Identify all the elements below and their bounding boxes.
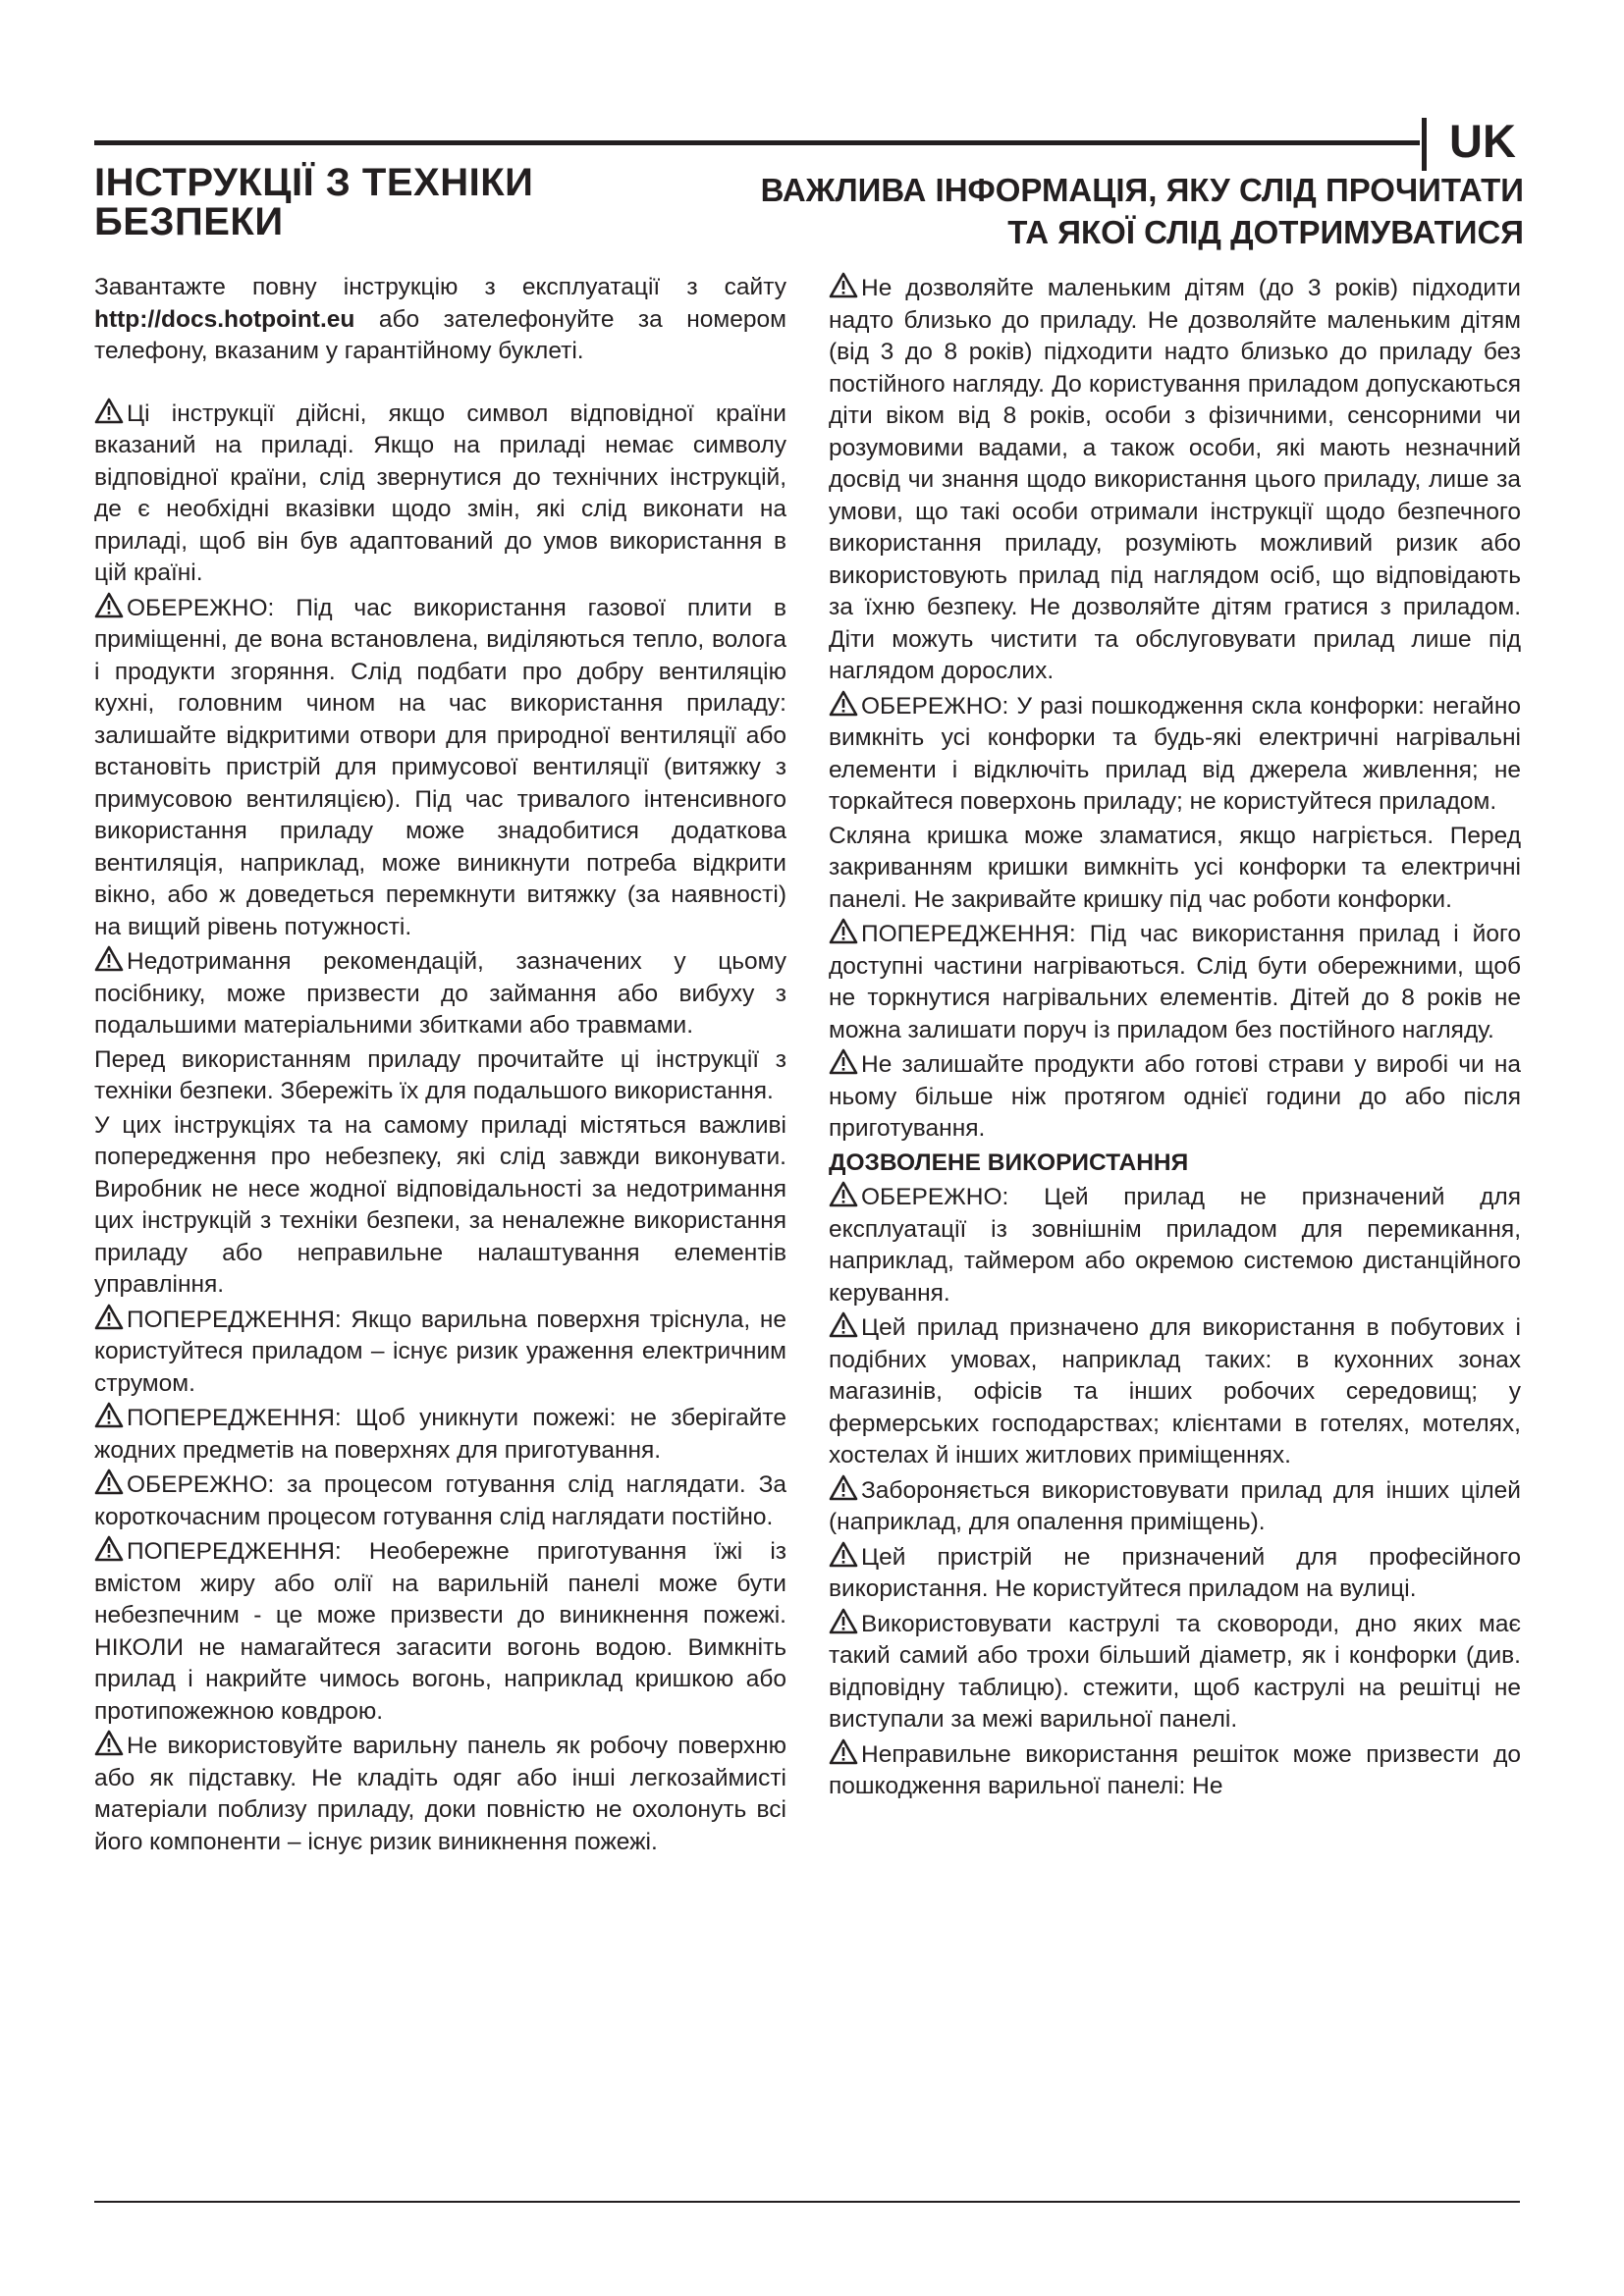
safety-paragraph: ПОПЕРЕДЖЕННЯ: Під час використання прилад і його доступні частини нагріваються. Слід бути обережними, щоб не торкнутися нагрівальних елементів. Дітей до 8 років не можна залишати поруч із приладом без постійного нагляду.	[829, 918, 1521, 1046]
safety-paragraph: ПОПЕРЕДЖЕННЯ: Необережне приготування їжі із вмістом жиру або олії на варильній панелі може бути небезпечним - це може призвести до виникнення пожежі. НІКОЛИ не намагайтеся загасити вогонь водою. Вимкніть прилад і накрийте чимось вогонь, наприклад кришкою або протипожежною ковдрою.	[94, 1535, 786, 1728]
warning-icon	[94, 1468, 124, 1495]
safety-paragraph: Недотримання рекомендацій, зазначених у цьому посібнику, може призвести до займання або вибуху з подальшими матеріальними збитками або травмами.	[94, 945, 786, 1042]
safety-paragraph: Цей пристрій не призначений для професійного використання. Не користуйтеся приладом на вулиці.	[829, 1541, 1521, 1606]
safety-paragraph: ОБЕРЕЖНО: Під час використання газової плити в приміщенні, де вона встановлена, виділяються тепло, волога і продукти згоряння. Слід подбати про добру вентиляцію кухні, головним чином на час використання приладу: залишайте відкритими отвори для природної вентиляції або встановіть пристрій для примусової вентиляції (витяжку з примусовою вентиляцією). Під час тривалого інтенсивного використання приладу може знадобитися додаткова вентиляція, наприклад, може виникнути потреба відкрити вікно, або ж доведеться перемкнути витяжку (за наявності) на вищий рівень потужності.	[94, 592, 786, 944]
subtitle-line-1: ВАЖЛИВА ІНФОРМАЦІЯ, ЯКУ СЛІД ПРОЧИТАТИ	[760, 172, 1524, 208]
footer-rule	[94, 2201, 1520, 2203]
warning-icon	[829, 918, 858, 944]
intro-paragraph: Завантажте повну інструкцію з експлуатації з сайту http://docs.hotpoint.eu або зателефонуйте за номером телефону, вказаним у гарантійному буклеті.	[94, 274, 786, 364]
page-subtitle	[542, 169, 1524, 253]
warning-icon	[829, 1541, 858, 1568]
safety-paragraph: Цей прилад призначено для використання в побутових і подібних умовах, наприклад таких: в кухонних зонах магазинів, офісів та інших робочих середовищ; у фермерських господарствах; клієнтами в готелях, мотелях, хостелах й інших житлових приміщеннях.	[829, 1311, 1521, 1472]
warning-icon	[829, 1311, 858, 1338]
left-column	[94, 272, 786, 2157]
warning-icon	[829, 690, 858, 717]
safety-paragraph: ОБЕРЕЖНО: за процесом готування слід наглядати. За короткочасним процесом готування слід наглядати постійно.	[94, 1468, 786, 1533]
safety-paragraph: ПОПЕРЕДЖЕННЯ: Якщо варильна поверхня тріснула, не користуйтеся приладом – існує ризик ураження електричним струмом.	[94, 1304, 786, 1401]
warning-icon	[829, 1608, 858, 1634]
safety-paragraph: Ці інструкції дійсні, якщо символ відповідної країни вказаний на приладі. Якщо на приладі немає символу відповідної країни, слід звернутися до технічних інструкцій, де є необхідні вказівки щодо змін, які слід виконати на приладі, щоб він був адаптований до умов використання в цій країні.	[94, 398, 786, 590]
safety-paragraph: Не використовуйте варильну панель як робочу поверхню або як підставку. Не кладіть одяг або інші легкозаймисті матеріали поблизу приладу, доки повністю не охолонуть всі його компоненти – існує ризик виникнення пожежі.	[94, 1730, 786, 1858]
warning-icon	[829, 272, 858, 298]
safety-paragraph: Перед використанням приладу прочитайте ці інструкції з техніки безпеки. Збережіть їх для подальшого використання.	[94, 1045, 786, 1104]
safety-paragraph: Неправильне використання решіток може призвести до пошкодження варильної панелі: Не	[829, 1738, 1521, 1803]
warning-icon	[829, 1181, 858, 1207]
right-column	[829, 272, 1521, 2157]
warning-icon	[829, 1738, 858, 1765]
subtitle-line-2: ТА ЯКОЇ СЛІД ДОТРИМУВАТИСЯ	[1007, 214, 1524, 250]
warning-icon	[829, 1474, 858, 1501]
warning-icon	[94, 945, 124, 972]
safety-paragraph: У цих інструкціях та на самому приладі містяться важливі попередження про небезпеку, які слід завжди виконувати. Виробник не несе жодної відповідальності за недотримання цих інструкцій з техніки безпеки, за неналежне використання приладу або неправильне налаштування елементів управління.	[94, 1111, 786, 1298]
safety-paragraph: Не залишайте продукти або готові страви у виробі чи на ньому більше ніж протягом однієї години до або після приготування.	[829, 1048, 1521, 1146]
safety-paragraph: Забороняється використовувати прилад для інших цілей (наприклад, для опалення приміщень).	[829, 1474, 1521, 1539]
header-rule	[94, 140, 1420, 145]
safety-paragraph: ОБЕРЕЖНО: Цей прилад не призначений для експлуатації із зовнішнім приладом для перемикання, наприклад, таймером або окремою системою дистанційного керування.	[829, 1181, 1521, 1309]
warning-icon	[94, 398, 124, 424]
warning-icon	[94, 1304, 124, 1330]
docs-link[interactable]: http://docs.hotpoint.eu	[94, 305, 355, 333]
warning-icon	[829, 1048, 858, 1075]
section-heading: ДОЗВОЛЕНЕ ВИКОРИСТАННЯ	[829, 1148, 1189, 1176]
warning-icon	[94, 1535, 124, 1562]
safety-paragraph: Використовувати каструлі та сковороди, дно яких має такий самий або трохи більший діаметр, як і конфорки (див. відповідну таблицю). стежити, щоб каструлі на решітці не виступали за межі варильної панелі.	[829, 1608, 1521, 1736]
warning-icon	[94, 592, 124, 618]
language-code: UK	[1449, 115, 1516, 167]
warning-icon	[94, 1402, 124, 1428]
safety-paragraph: ПОПЕРЕДЖЕННЯ: Щоб уникнути пожежі: не зберігайте жодних предметів на поверхнях для приготування.	[94, 1402, 786, 1467]
language-divider	[1422, 118, 1427, 171]
safety-paragraph: Не дозволяйте маленьким дітям (до 3 років) підходити надто близько до приладу. Не дозволяйте маленьким дітям (від 3 до 8 років) підходити надто близько до приладу без постійного нагляду. До користування приладом допускаються діти віком від 8 років, особи з фізичними, сенсорними чи розумовими вадами, а також особи, які мають незначний досвід чи знання щодо використання цього приладу, лише за умови, що такі особи отримали інструкції щодо безпечного використання приладу, розуміють можливий ризик або використовують прилад під наглядом осіб, що відповідають за їхню безпеку. Не дозволяйте дітям гратися з приладом. Діти можуть чистити та обслуговувати прилад лише під наглядом дорослих.	[829, 272, 1521, 688]
page-title: ІНСТРУКЦІЇ З ТЕХНІКИ БЕЗПЕКИ	[94, 161, 534, 243]
warning-icon	[94, 1730, 124, 1756]
safety-paragraph: ОБЕРЕЖНО: У разі пошкодження скла конфорки: негайно вимкніть усі конфорки та будь-які електричні нагрівальні елементи і відключіть прилад від джерела живлення; не торкайтеся поверхонь приладу; не користуйтеся приладом.	[829, 690, 1521, 819]
safety-paragraph: Скляна кришка може зламатися, якщо нагріється. Перед закриванням кришки вимкніть усі конфорки та електричні панелі. Не закривайте кришку під час роботи конфорки.	[829, 822, 1521, 913]
